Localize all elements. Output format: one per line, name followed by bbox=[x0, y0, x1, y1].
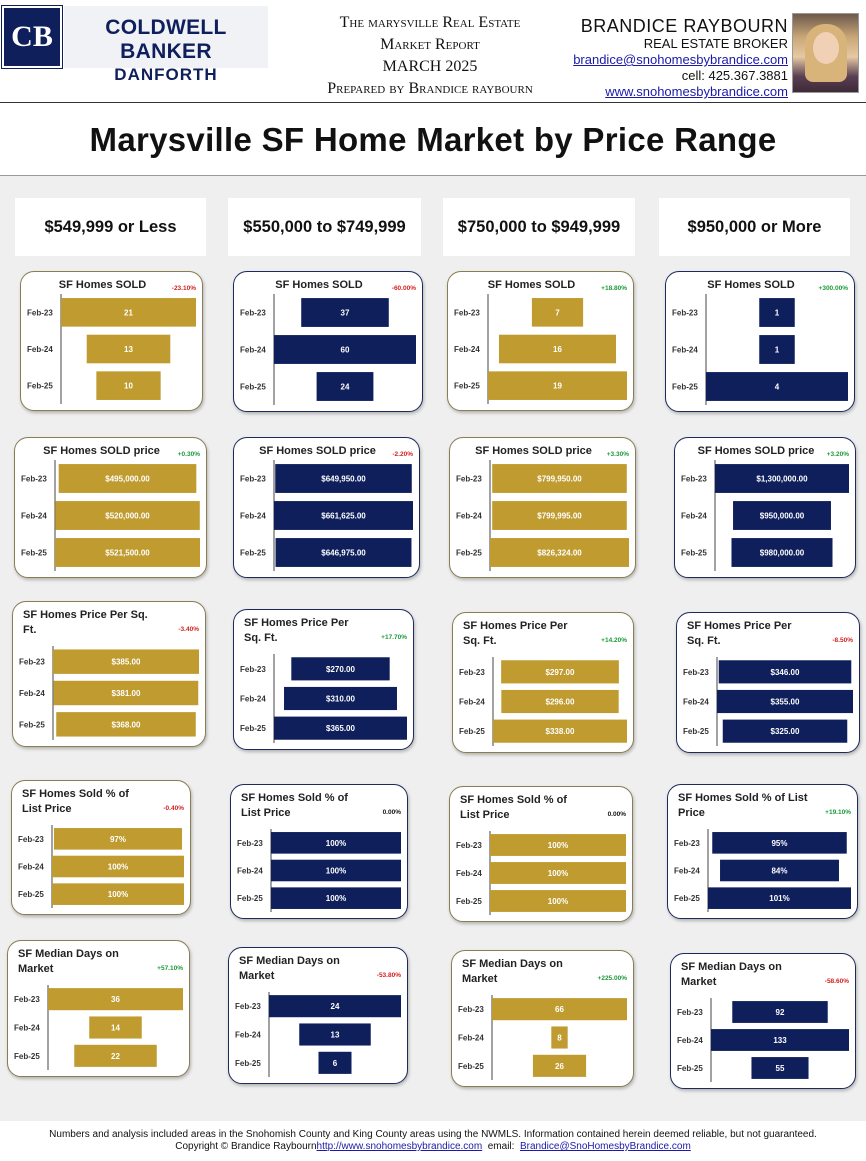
chart-change: +57.10% bbox=[157, 965, 183, 972]
category-label: Feb-24 bbox=[672, 345, 698, 355]
bar-value-label: 7 bbox=[555, 308, 560, 318]
chart-change: +14.20% bbox=[601, 637, 627, 644]
agent-photo bbox=[792, 13, 859, 93]
chart-title: SF Homes SOLD bbox=[275, 279, 363, 291]
chart-change: +3.20% bbox=[826, 451, 849, 458]
chart-change: +0.30% bbox=[177, 451, 200, 458]
bar-value-label: $521,500.00 bbox=[105, 548, 150, 558]
bar-value-label: 19 bbox=[553, 381, 562, 391]
chart-title: SF Median Days on Market bbox=[18, 948, 119, 975]
chart-change: 0.00% bbox=[382, 809, 401, 816]
category-label: Feb-23 bbox=[21, 474, 47, 484]
column-header-3: $750,000 to $949,999 bbox=[443, 198, 635, 256]
category-label: Feb-24 bbox=[235, 1030, 261, 1040]
category-label: Feb-23 bbox=[240, 308, 266, 318]
logo-office: DANFORTH bbox=[114, 65, 218, 84]
footer-disclaimer: Numbers and analysis included areas in the Snohomish County and King County areas using the NWMLS. Information contained herein deemed reliable, but not guaranteed. bbox=[49, 1129, 817, 1140]
bar-chart bbox=[234, 272, 424, 413]
report-month: MARCH 2025 bbox=[382, 58, 478, 75]
chart-title: SF Median Days on Market bbox=[681, 961, 782, 988]
bar-value-label: 100% bbox=[325, 838, 347, 848]
bar-value-label: 133 bbox=[773, 1036, 787, 1045]
category-label: Feb-24 bbox=[19, 689, 45, 698]
bar-value-label: 100% bbox=[325, 866, 347, 876]
report-body bbox=[0, 104, 866, 1121]
category-label: Feb-24 bbox=[459, 697, 485, 707]
category-label: Feb-24 bbox=[240, 511, 266, 521]
bar-chart bbox=[234, 438, 421, 579]
category-label: Feb-23 bbox=[454, 308, 480, 318]
bar-value-label: 100% bbox=[547, 841, 569, 850]
bar-value-label: $270.00 bbox=[326, 664, 355, 674]
category-label: Feb-25 bbox=[672, 382, 698, 392]
chart-change: -8.50% bbox=[832, 637, 853, 644]
bar-value-label: $297.00 bbox=[545, 667, 575, 677]
bar-value-label: 100% bbox=[547, 869, 569, 878]
cb-logo-icon: CB bbox=[2, 6, 62, 68]
chart-change: -3.40% bbox=[178, 626, 199, 633]
category-label: Feb-24 bbox=[456, 511, 482, 521]
bar-value-label: $950,000.00 bbox=[759, 511, 805, 521]
bar-value-label: $980,000.00 bbox=[759, 548, 805, 558]
footer-email-label: email: bbox=[482, 1141, 520, 1152]
report-prepared-by: Prepared by Brandice raybourn bbox=[327, 80, 533, 97]
chart-card bbox=[449, 437, 636, 578]
bar-value-label: $368.00 bbox=[111, 720, 141, 730]
bar-value-label: 22 bbox=[111, 1051, 120, 1061]
bar-value-label: 92 bbox=[775, 1008, 785, 1017]
category-label: Feb-23 bbox=[18, 834, 44, 844]
chart-title: SF Homes Sold % of List Price bbox=[678, 792, 808, 819]
chart-card bbox=[233, 271, 423, 412]
report-header bbox=[0, 0, 866, 103]
bar-value-label: $661,625.00 bbox=[321, 511, 366, 521]
category-label: Feb-25 bbox=[677, 1064, 703, 1073]
chart-title: SF Homes Sold % of List Price bbox=[241, 792, 348, 819]
chart-title: SF Homes SOLD price bbox=[259, 445, 376, 457]
chart-card bbox=[670, 953, 856, 1089]
bar-chart bbox=[229, 948, 409, 1085]
chart-change: +300.00% bbox=[818, 285, 848, 292]
chart-change: +3.30% bbox=[606, 451, 629, 458]
category-label: Feb-25 bbox=[458, 1061, 484, 1071]
chart-card bbox=[674, 437, 856, 578]
bar-value-label: $310.00 bbox=[326, 694, 355, 704]
chart-title: SF Homes SOLD price bbox=[475, 445, 592, 457]
chart-title: SF Homes Price Per Sq. Ft. bbox=[463, 620, 568, 647]
chart-change: +225.00% bbox=[597, 975, 627, 982]
chart-title: SF Homes Price Per Sq. Ft. bbox=[244, 617, 349, 644]
chart-title: SF Homes SOLD price bbox=[43, 445, 160, 457]
chart-title: SF Homes SOLD bbox=[707, 279, 795, 291]
category-label: Feb-23 bbox=[681, 474, 707, 484]
chart-change: -58.60% bbox=[824, 978, 849, 985]
bar-value-label: 1 bbox=[774, 345, 780, 355]
chart-title: SF Homes Sold % of List Price bbox=[460, 794, 567, 821]
bar-chart bbox=[452, 951, 635, 1088]
logo-text bbox=[64, 6, 268, 84]
bar-chart bbox=[21, 272, 204, 412]
category-label: Feb-24 bbox=[240, 345, 266, 355]
category-label: Feb-24 bbox=[237, 866, 263, 876]
agent-cell: cell: 425.367.3881 bbox=[681, 68, 788, 83]
category-label: Feb-23 bbox=[674, 838, 700, 848]
chart-card bbox=[12, 601, 206, 747]
chart-change: -60.00% bbox=[391, 285, 416, 292]
chart-card bbox=[449, 786, 633, 922]
category-label: Feb-23 bbox=[14, 995, 40, 1005]
bar-value-label: 101% bbox=[769, 894, 790, 904]
bar-chart bbox=[15, 438, 208, 579]
bar-chart bbox=[675, 438, 857, 579]
chart-title: SF Homes SOLD bbox=[58, 279, 147, 291]
category-label: Feb-25 bbox=[240, 548, 266, 558]
category-label: Feb-23 bbox=[235, 1002, 261, 1012]
category-label: Feb-24 bbox=[454, 345, 480, 354]
category-label: Feb-23 bbox=[237, 838, 263, 848]
category-label: Feb-25 bbox=[683, 727, 709, 737]
bar-value-label: $646,975.00 bbox=[321, 548, 366, 558]
chart-card bbox=[665, 271, 855, 412]
category-label: Feb-25 bbox=[456, 548, 482, 558]
chart-card bbox=[667, 784, 858, 919]
report-info bbox=[290, 12, 570, 100]
chart-title: SF Homes Price Per Sq. Ft. bbox=[23, 609, 148, 636]
page-title: Marysville SF Home Market by Price Range bbox=[89, 120, 777, 158]
category-label: Feb-24 bbox=[240, 694, 266, 704]
footer bbox=[0, 1125, 866, 1161]
bar-chart bbox=[450, 438, 637, 579]
chart-card bbox=[20, 271, 203, 411]
agent-name: BRANDICE RAYBOURN bbox=[580, 16, 788, 36]
chart-card bbox=[7, 940, 190, 1077]
bar-value-label: 21 bbox=[124, 308, 133, 318]
chart-card bbox=[233, 609, 414, 750]
coldwell-banker-logo bbox=[0, 6, 268, 84]
chart-card bbox=[11, 780, 191, 915]
bar-value-label: $385.00 bbox=[111, 657, 141, 667]
bar-chart bbox=[668, 785, 859, 920]
chart-card bbox=[228, 947, 408, 1084]
chart-change: 0.00% bbox=[607, 811, 626, 818]
category-label: Feb-25 bbox=[19, 720, 45, 730]
bar-value-label: $799,950.00 bbox=[537, 474, 582, 484]
category-label: Feb-23 bbox=[672, 308, 698, 318]
category-label: Feb-25 bbox=[681, 548, 707, 558]
chart-card bbox=[233, 437, 420, 578]
bar-value-label: 100% bbox=[107, 890, 129, 900]
category-label: Feb-25 bbox=[240, 724, 266, 734]
bar-value-label: 24 bbox=[340, 382, 350, 392]
bar-chart bbox=[231, 785, 409, 920]
bar-value-label: 10 bbox=[124, 381, 133, 391]
bar-value-label: 16 bbox=[553, 345, 562, 354]
chart-card bbox=[451, 950, 634, 1087]
chart-title: SF Median Days on Market bbox=[239, 955, 340, 982]
bar-value-label: $649,950.00 bbox=[321, 474, 366, 484]
chart-change: +18.80% bbox=[601, 285, 627, 292]
report-title-line2: Market Report bbox=[380, 36, 480, 53]
category-label: Feb-25 bbox=[21, 548, 47, 558]
bar-value-label: 4 bbox=[774, 382, 780, 392]
bar-chart bbox=[13, 602, 207, 748]
bar-value-label: $381.00 bbox=[111, 689, 141, 698]
category-label: Feb-25 bbox=[235, 1058, 261, 1068]
footer-copyright: Copyright © Brandice Raybourn bbox=[175, 1141, 317, 1152]
bar-value-label: 84% bbox=[771, 866, 788, 876]
bar-value-label: 14 bbox=[111, 1023, 120, 1033]
bar-value-label: 36 bbox=[111, 995, 120, 1005]
bar-value-label: 13 bbox=[124, 345, 133, 354]
chart-title: SF Homes SOLD bbox=[487, 279, 576, 291]
bar-value-label: 97% bbox=[109, 834, 127, 844]
chart-title: SF Homes Price Per Sq. Ft. bbox=[687, 620, 792, 647]
bar-value-label: 6 bbox=[332, 1058, 338, 1068]
agent-email-link[interactable]: brandice@snohomesbybrandice.com bbox=[573, 52, 788, 67]
bar-value-label: 26 bbox=[555, 1061, 564, 1071]
category-label: Feb-24 bbox=[14, 1023, 40, 1033]
bar-value-label: 1 bbox=[774, 308, 780, 318]
bar-chart bbox=[671, 954, 857, 1090]
bar-value-label: 100% bbox=[547, 897, 569, 906]
category-label: Feb-23 bbox=[240, 664, 266, 674]
logo-brand: COLDWELL BANKER bbox=[105, 16, 227, 63]
category-label: Feb-25 bbox=[18, 890, 44, 900]
bar-value-label: $495,000.00 bbox=[105, 474, 150, 484]
chart-change: -2.20% bbox=[392, 451, 413, 458]
category-label: Feb-25 bbox=[674, 894, 700, 904]
bar-value-label: 37 bbox=[340, 308, 350, 318]
bar-value-label: $826,324.00 bbox=[537, 548, 582, 558]
bar-value-label: 100% bbox=[325, 894, 347, 904]
category-label: Feb-23 bbox=[456, 841, 482, 850]
category-label: Feb-23 bbox=[459, 667, 485, 677]
bar-value-label: $346.00 bbox=[770, 667, 800, 677]
footer-email-link[interactable]: Brandice@SnoHomesbyBrandice.com bbox=[519, 1141, 691, 1152]
bar-chart bbox=[234, 610, 415, 751]
footer-copyright-line bbox=[0, 1141, 866, 1153]
bar-chart bbox=[677, 613, 861, 754]
chart-change: -23.10% bbox=[171, 285, 196, 292]
bar-value-label: $296.00 bbox=[545, 697, 575, 707]
category-label: Feb-25 bbox=[454, 381, 480, 391]
category-label: Feb-23 bbox=[683, 667, 709, 677]
bar-chart bbox=[666, 272, 856, 413]
category-label: Feb-25 bbox=[14, 1051, 40, 1061]
category-label: Feb-23 bbox=[27, 308, 53, 318]
title-band bbox=[0, 104, 866, 176]
bar-value-label: 8 bbox=[557, 1033, 562, 1043]
column-header-4: $950,000 or More bbox=[659, 198, 850, 256]
column-header-2: $550,000 to $749,999 bbox=[228, 198, 421, 256]
bar-value-label: 55 bbox=[775, 1064, 785, 1073]
bar-value-label: $325.00 bbox=[770, 727, 800, 737]
bar-value-label: 100% bbox=[107, 862, 129, 872]
bar-chart bbox=[448, 272, 635, 412]
agent-info bbox=[560, 16, 788, 100]
bar-value-label: 60 bbox=[340, 345, 350, 355]
category-label: Feb-23 bbox=[19, 657, 45, 667]
chart-change: -0.40% bbox=[163, 805, 184, 812]
chart-change: -53.80% bbox=[376, 972, 401, 979]
category-label: Feb-25 bbox=[27, 381, 53, 391]
category-label: Feb-24 bbox=[681, 511, 707, 521]
category-label: Feb-24 bbox=[683, 697, 709, 707]
chart-card bbox=[452, 612, 634, 753]
chart-card bbox=[447, 271, 634, 411]
chart-card bbox=[676, 612, 860, 753]
category-label: Feb-24 bbox=[21, 511, 47, 521]
category-label: Feb-24 bbox=[674, 866, 700, 876]
bar-value-label: 24 bbox=[330, 1002, 340, 1012]
chart-card bbox=[14, 437, 207, 578]
bar-chart bbox=[453, 613, 635, 754]
category-label: Feb-23 bbox=[458, 1005, 484, 1015]
category-label: Feb-25 bbox=[237, 894, 263, 904]
bar-value-label: $365.00 bbox=[326, 724, 355, 734]
category-label: Feb-25 bbox=[456, 897, 482, 906]
category-label: Feb-25 bbox=[459, 727, 485, 737]
bar-value-label: $1,300,000.00 bbox=[756, 474, 808, 484]
chart-change: +17.70% bbox=[381, 634, 407, 641]
bar-value-label: $520,000.00 bbox=[105, 511, 150, 521]
footer-website-link[interactable]: http://www.snohomesbybrandice.com bbox=[316, 1141, 483, 1152]
bar-chart bbox=[12, 781, 192, 916]
chart-title: SF Median Days on Market bbox=[462, 958, 563, 985]
chart-title: SF Homes Sold % of List Price bbox=[22, 788, 129, 815]
bar-value-label: $799,995.00 bbox=[537, 511, 582, 521]
category-label: Feb-23 bbox=[677, 1008, 703, 1017]
column-header-1: $549,999 or Less bbox=[15, 198, 206, 256]
category-label: Feb-24 bbox=[458, 1033, 484, 1043]
chart-card bbox=[230, 784, 408, 919]
bar-value-label: $355.00 bbox=[770, 697, 800, 707]
bar-value-label: $338.00 bbox=[545, 727, 575, 737]
chart-title: SF Homes SOLD price bbox=[697, 445, 815, 457]
category-label: Feb-24 bbox=[456, 869, 482, 878]
bar-chart bbox=[8, 941, 191, 1078]
report-title-line1: The marysville Real Estate bbox=[339, 14, 521, 31]
agent-website-link[interactable]: www.snohomesbybrandice.com bbox=[605, 84, 788, 99]
bar-value-label: 95% bbox=[771, 838, 788, 848]
bar-value-label: 66 bbox=[555, 1005, 564, 1015]
chart-change: +19.10% bbox=[825, 809, 851, 816]
category-label: Feb-25 bbox=[240, 382, 266, 392]
category-label: Feb-24 bbox=[18, 862, 44, 872]
category-label: Feb-24 bbox=[677, 1036, 703, 1045]
category-label: Feb-23 bbox=[240, 474, 266, 484]
bar-chart bbox=[450, 787, 634, 923]
agent-title: REAL ESTATE BROKER bbox=[643, 36, 788, 51]
category-label: Feb-24 bbox=[27, 345, 53, 354]
category-label: Feb-23 bbox=[456, 474, 482, 484]
bar-value-label: 13 bbox=[330, 1030, 340, 1040]
